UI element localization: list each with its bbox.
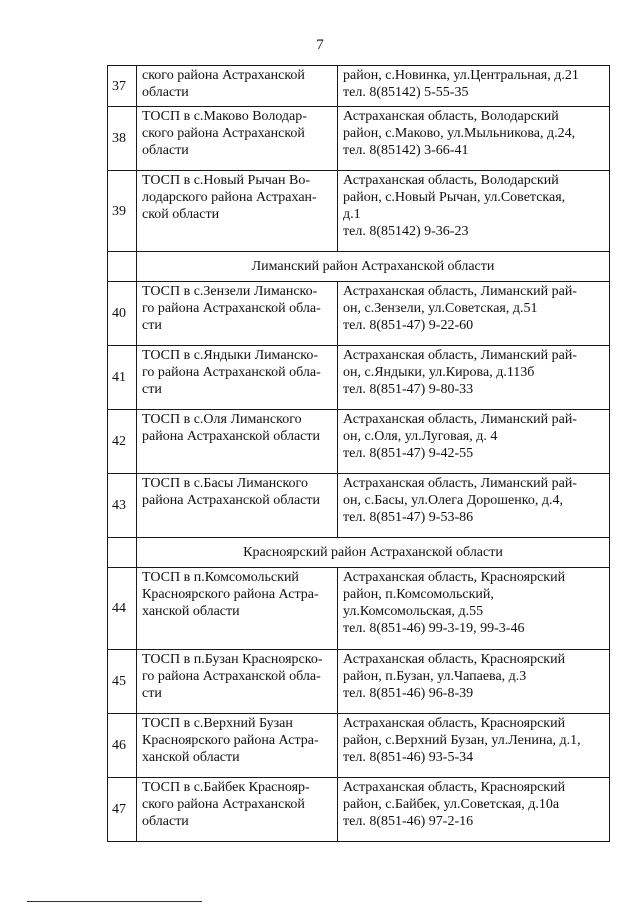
page-number: 7 <box>316 37 324 53</box>
table-row <box>108 346 610 410</box>
row-number: 46 <box>108 714 137 778</box>
office-address: Астраханская область, Красноярский район, с.Верхний Бузан, ул.Ленина, д.1, тел. 8(851-46) 93-5-34 <box>338 714 610 778</box>
section-title: Красноярский район Астраханской области <box>137 538 610 568</box>
office-name: ТОСП в с.Верхний Бузан Красноярского района Астра- ханской области <box>137 714 338 778</box>
row-number: 42 <box>108 410 137 474</box>
section-title: Лиманский район Астраханской области <box>137 252 610 282</box>
table-row <box>108 66 610 107</box>
office-address: район, с.Новинка, ул.Центральная, д.21 тел. 8(85142) 5-55-35 <box>338 66 610 107</box>
section-number-cell <box>108 538 137 568</box>
office-registry-body <box>108 66 610 842</box>
office-name: ТОСП в с.Байбек Краснояр- ского района Астраханской области <box>137 778 338 842</box>
office-address: Астраханская область, Володарский район, с.Маково, ул.Мыльникова, д.24, тел. 8(85142) 3-66-41 <box>338 107 610 171</box>
office-address: Астраханская область, Лиманский рай- он, с.Зензели, ул.Советская, д.51 тел. 8(851-47) 9-22-60 <box>338 282 610 346</box>
row-number: 37 <box>108 66 137 107</box>
office-name: ТОСП в с.Маково Володар- ского района Астраханской области <box>137 107 338 171</box>
office-name: ского района Астраханской области <box>137 66 338 107</box>
office-address: Астраханская область, Красноярский район, п.Бузан, ул.Чапаева, д.3 тел. 8(851-46) 96-8-39 <box>338 650 610 714</box>
office-address: Астраханская область, Красноярский район, п.Комсомольский, ул.Комсомольская, д.55 тел. 8(851-46) 99-3-19, 99-3-46 <box>338 568 610 650</box>
row-number: 45 <box>108 650 137 714</box>
row-number: 40 <box>108 282 137 346</box>
table-row <box>108 282 610 346</box>
office-name: ТОСП в с.Оля Лиманского района Астраханской области <box>137 410 338 474</box>
office-name: ТОСП в п.Бузан Красноярско- го района Астраханской обла- сти <box>137 650 338 714</box>
section-number-cell <box>108 252 137 282</box>
office-address: Астраханская область, Лиманский рай- он, с.Оля, ул.Луговая, д. 4 тел. 8(851-47) 9-42-55 <box>338 410 610 474</box>
row-number: 43 <box>108 474 137 538</box>
office-name: ТОСП в с.Зензели Лиманско- го района Астраханской обла- сти <box>137 282 338 346</box>
row-number: 39 <box>108 171 137 252</box>
table-row <box>108 171 610 252</box>
row-number: 38 <box>108 107 137 171</box>
table-row <box>108 474 610 538</box>
office-name: ТОСП в с.Басы Лиманского района Астраханской области <box>137 474 338 538</box>
table-row <box>108 714 610 778</box>
row-number: 44 <box>108 568 137 650</box>
office-address: Астраханская область, Володарский район, с.Новый Рычан, ул.Советская, д.1 тел. 8(85142) 9-36-23 <box>338 171 610 252</box>
table-row <box>108 650 610 714</box>
office-registry-table <box>107 65 610 842</box>
section-header-row <box>108 538 610 568</box>
office-name: ТОСП в с.Яндыки Лиманско- го района Астраханской обла- сти <box>137 346 338 410</box>
table-row <box>108 107 610 171</box>
office-name: ТОСП в с.Новый Рычан Во- лодарского района Астрахан- ской области <box>137 171 338 252</box>
row-number: 41 <box>108 346 137 410</box>
table-row <box>108 568 610 650</box>
table-row <box>108 778 610 842</box>
office-address: Астраханская область, Лиманский рай- он, с.Яндыки, ул.Кирова, д.113б тел. 8(851-47) 9-80-33 <box>338 346 610 410</box>
table-row <box>108 410 610 474</box>
section-header-row <box>108 252 610 282</box>
footnote-rule <box>27 901 202 902</box>
office-address: Астраханская область, Красноярский район, с.Байбек, ул.Советская, д.10а тел. 8(851-46) 97-2-16 <box>338 778 610 842</box>
office-address: Астраханская область, Лиманский рай- он, с.Басы, ул.Олега Дорошенко, д.4, тел. 8(851-47) 9-53-86 <box>338 474 610 538</box>
office-name: ТОСП в п.Комсомольский Красноярского района Астра- ханской области <box>137 568 338 650</box>
row-number: 47 <box>108 778 137 842</box>
